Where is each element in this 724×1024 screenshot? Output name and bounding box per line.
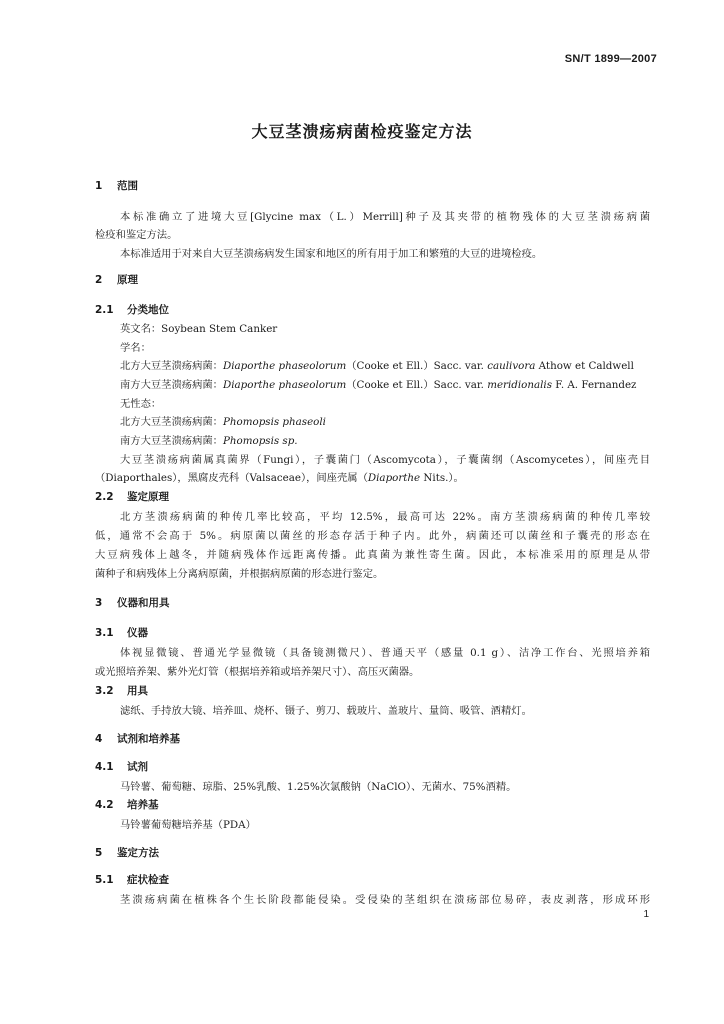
subsection-title: 分类地位 <box>127 304 169 316</box>
paragraph-line: 北方茎溃疡病菌的种传几率比较高，平均 12.5%，最高可达 22%。南方茎溃疡病菌的种传几率较 <box>120 511 650 523</box>
paragraph-line: 或光照培养架、紫外光灯管（根据培养箱或培养架尺寸）、高压灭菌器。 <box>95 666 420 678</box>
subsection-heading <box>95 872 169 887</box>
scientific-name-label: 学名： <box>120 342 151 354</box>
subsection-title: 症状检查 <box>127 874 169 886</box>
paragraph-line: 菌种子和病残体上分离病原菌，并根据病原菌的形态进行鉴定。 <box>95 568 384 580</box>
section-heading <box>95 845 159 860</box>
section-title: 鉴定方法 <box>117 847 159 859</box>
north-species: 北方大豆茎溃疡病菌：Diaporthe phaseolorum（Cooke et Ell.）Sacc. var. caulivora Athow et Caldwell <box>120 360 634 372</box>
paragraph-line: 检疫和鉴定方法。 <box>95 229 178 241</box>
section-number: 1 <box>95 180 103 192</box>
section-heading <box>95 731 180 746</box>
south-species: 南方大豆茎溃疡病菌：Diaporthe phaseolorum（Cooke et Ell.）Sacc. var. meridionalis F. A. Fernandez <box>120 379 637 391</box>
section-number: 5 <box>95 847 103 859</box>
subsection-number: 4.1 <box>95 761 114 773</box>
paragraph-line: 马铃薯葡萄糖培养基（PDA） <box>120 819 256 831</box>
subsection-heading <box>95 489 169 504</box>
subsection-number: 2.2 <box>95 491 114 503</box>
subsection-title: 仪器 <box>127 627 148 639</box>
paragraph-line: 茎溃疡病菌在植株各个生长阶段都能侵染。受侵染的茎组织在溃疡部位易碎，表皮剥落，形成环形 <box>120 894 650 906</box>
section-title: 原理 <box>117 274 138 286</box>
paragraph-line: 本标准确立了进境大豆[Glycine max（L.）Merrill]种子及其夹带的植物残体的大豆茎溃疡病菌 <box>120 211 650 223</box>
subsection-heading <box>95 625 148 640</box>
section-title: 试剂和培养基 <box>117 733 180 745</box>
paragraph-line: 本标准适用于对来自大豆茎溃疡病发生国家和地区的所有用于加工和繁殖的大豆的进境检疫。 <box>120 248 543 260</box>
section-heading <box>95 595 170 610</box>
paragraph-line: 体视显微镜、普通光学显微镜（具备镜测微尺）、普通天平（感量 0.1 g）、洁净工作台、光照培养箱 <box>120 647 650 659</box>
anamorph-north: 北方大豆茎溃疡病菌：Phomopsis phaseoli <box>120 416 326 428</box>
subsection-number: 4.2 <box>95 799 114 811</box>
section-title: 范围 <box>117 180 138 192</box>
anamorph-south: 南方大豆茎溃疡病菌：Phomopsis sp. <box>120 435 298 447</box>
subsection-heading <box>95 683 148 698</box>
subsection-number: 3.2 <box>95 685 114 697</box>
standard-code: SN/T 1899—2007 <box>564 53 657 65</box>
section-number: 4 <box>95 733 103 745</box>
section-heading <box>95 178 138 193</box>
subsection-heading <box>95 797 159 812</box>
paragraph-line: 低，通常不会高于 5%。病原菌以菌丝的形态存活于种子内。此外，病菌还可以菌丝和子囊壳的形态在 <box>95 530 650 542</box>
section-number: 2 <box>95 274 103 286</box>
subsection-heading <box>95 759 148 774</box>
classification-line: （Diaporthales），黑腐皮壳科（Valsaceae），间座壳属（Diaporthe Nits.）。 <box>95 472 464 484</box>
classification-line: 大豆茎溃疡病菌属真菌界（Fungi），子囊菌门（Ascomycota），子囊菌纲（Ascomycetes），间座壳目 <box>120 454 650 466</box>
english-name: 英文名：Soybean Stem Canker <box>120 323 278 335</box>
section-number: 3 <box>95 597 103 609</box>
section-heading <box>95 272 138 287</box>
page-number: 1 <box>643 909 649 920</box>
subsection-number: 5.1 <box>95 874 114 886</box>
anamorph-label: 无性态： <box>120 398 162 410</box>
paragraph-line: 马铃薯、葡萄糖、琼脂、25%乳酸、1.25%次氯酸钠（NaClO）、无菌水、75%酒精。 <box>120 781 517 793</box>
paragraph-line: 大豆病残体上越冬，并随病残体作远距离传播。此真菌为兼性寄生菌。因此，本标准采用的原理是从带 <box>95 549 650 561</box>
page-title: 大豆茎溃疡病菌检疫鉴定方法 <box>251 122 473 141</box>
subsection-title: 鉴定原理 <box>127 491 169 503</box>
subsection-number: 3.1 <box>95 627 114 639</box>
subsection-heading <box>95 302 169 317</box>
section-title: 仪器和用具 <box>117 597 170 609</box>
subsection-title: 用具 <box>127 685 148 697</box>
subsection-number: 2.1 <box>95 304 114 316</box>
subsection-title: 培养基 <box>127 799 159 811</box>
subsection-title: 试剂 <box>127 761 148 773</box>
paragraph-line: 滤纸、手持放大镜、培养皿、烧杯、镊子、剪刀、载玻片、盖玻片、量筒、吸管、酒精灯。 <box>120 705 532 717</box>
